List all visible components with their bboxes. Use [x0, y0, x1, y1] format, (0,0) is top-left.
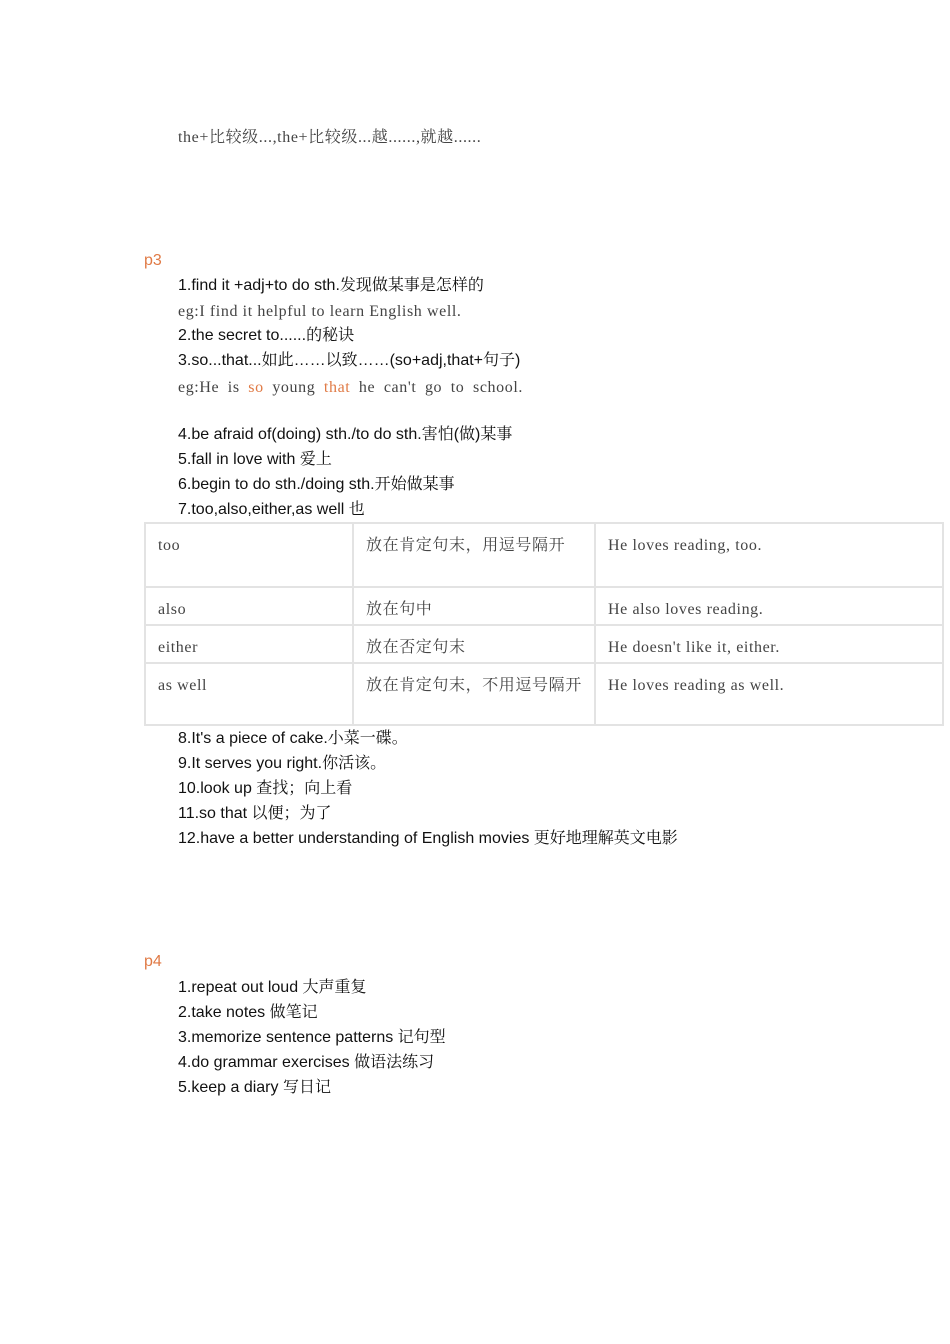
phrase-item: 8.It's a piece of cake.小菜一碟。 [178, 730, 408, 747]
table-row [145, 587, 943, 625]
phrase-item: 1.find it +adj+to do sth.发现做某事是怎样的 [178, 277, 484, 294]
section-heading-p4: p4 [144, 953, 162, 970]
table-row [145, 625, 943, 663]
section-heading-p3: p3 [144, 252, 162, 269]
example-text: young [263, 379, 324, 396]
example-text: he can't go to school. [350, 379, 523, 396]
table-cell-example: He doesn't like it, either. [595, 625, 943, 663]
table-cell-example: He loves reading, too. [595, 523, 943, 587]
table-cell-usage: 放在否定句末 [353, 625, 595, 663]
example-text: eg:He is [178, 379, 249, 396]
phrase-item: 5.keep a diary 写日记 [178, 1079, 331, 1096]
table-cell-word: too [145, 523, 353, 587]
table-row [145, 663, 943, 725]
table-cell-word: as well [145, 663, 353, 725]
phrase-item: 4.do grammar exercises 做语法练习 [178, 1054, 435, 1071]
phrase-item: 9.It serves you right.你活该。 [178, 755, 387, 772]
table-cell-example: He loves reading as well. [595, 663, 943, 725]
table-cell-word: either [145, 625, 353, 663]
comparative-rule: the+比较级...,the+比较级...越......,就越...... [178, 129, 482, 146]
phrase-item: 10.look up 查找；向上看 [178, 780, 353, 797]
highlight-that: that [323, 379, 351, 396]
phrase-item: 7.too,also,either,as well 也 [178, 501, 365, 518]
phrase-item: 2.take notes 做笔记 [178, 1004, 318, 1021]
phrase-item: 2.the secret to......的秘诀 [178, 327, 355, 344]
phrase-item: 11.so that 以便；为了 [178, 805, 332, 822]
table-row [145, 523, 943, 587]
phrase-item: 3.memorize sentence patterns 记句型 [178, 1029, 446, 1046]
phrase-item: 12.have a better understanding of English movies 更好地理解英文电影 [178, 830, 678, 847]
example-sentence: eg:I find it helpful to learn English well. [178, 303, 462, 320]
table-cell-usage: 放在句中 [353, 587, 595, 625]
phrase-item: 4.be afraid of(doing) sth./to do sth.害怕(做)某事 [178, 426, 513, 443]
phrase-item: 5.fall in love with 爱上 [178, 451, 332, 468]
phrase-item: 1.repeat out loud 大声重复 [178, 979, 367, 996]
phrase-item: 3.so...that...如此……以致……(so+adj,that+句子) [178, 352, 521, 369]
phrase-item: 6.begin to do sth./doing sth.开始做某事 [178, 476, 455, 493]
highlight-so: so [248, 379, 264, 396]
table-cell-example: He also loves reading. [595, 587, 943, 625]
table-cell-usage: 放在肯定句末，用逗号隔开 [353, 523, 595, 587]
table-cell-word: also [145, 587, 353, 625]
table-cell-usage: 放在肯定句末，不用逗号隔开 [353, 663, 595, 725]
example-sentence [178, 378, 523, 398]
usage-table [144, 522, 944, 726]
